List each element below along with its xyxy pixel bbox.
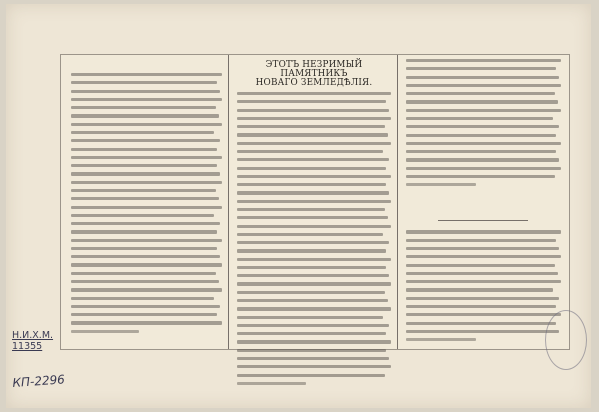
text-line — [237, 332, 386, 335]
text-line — [237, 150, 383, 153]
text-line — [71, 139, 220, 142]
column-3-separator — [438, 220, 528, 221]
text-column-2 — [229, 55, 397, 349]
text-line — [71, 330, 139, 333]
text-line — [71, 181, 222, 184]
text-line — [237, 266, 386, 269]
text-line — [406, 76, 559, 79]
text-line — [71, 156, 222, 159]
text-line — [237, 258, 391, 261]
text-line — [406, 67, 556, 70]
text-line — [237, 133, 388, 136]
text-line — [237, 158, 389, 161]
column-3-bottom-lines — [406, 230, 561, 341]
text-line — [237, 200, 391, 203]
text-line — [237, 125, 385, 128]
text-line — [71, 98, 222, 101]
text-line — [406, 142, 561, 145]
text-line — [406, 134, 556, 137]
column-2-heading: ЭТОТЪ НЕЗРИМЫЙ ПАМЯТНИКЪ НОВАГО ЗЕМЛЕДѢЛІЯ. — [255, 60, 373, 88]
text-line — [406, 230, 561, 233]
text-line — [71, 247, 217, 250]
text-line — [406, 322, 556, 325]
text-line — [71, 280, 219, 283]
text-line — [237, 191, 389, 194]
text-line — [71, 123, 222, 126]
text-line — [406, 297, 559, 300]
text-line — [71, 214, 214, 217]
text-line — [237, 374, 385, 377]
column-3-top-lines — [406, 59, 561, 186]
text-line — [237, 142, 391, 145]
text-line — [71, 197, 219, 200]
printed-sheet — [60, 54, 570, 350]
text-line — [237, 241, 389, 244]
column-2-text-lines — [237, 92, 391, 385]
text-line — [406, 150, 556, 153]
text-line — [237, 365, 391, 368]
text-line — [406, 239, 556, 242]
text-line — [406, 92, 555, 95]
text-line — [406, 272, 558, 275]
text-line — [406, 280, 561, 283]
text-line — [406, 247, 559, 250]
text-line — [71, 321, 222, 324]
text-line — [406, 255, 561, 258]
text-line — [406, 305, 556, 308]
text-line — [406, 338, 476, 341]
text-line — [237, 274, 389, 277]
text-line — [71, 222, 220, 225]
text-line — [237, 100, 386, 103]
text-line — [71, 263, 222, 266]
scanned-page — [6, 4, 591, 408]
text-line — [71, 230, 217, 233]
text-line — [406, 288, 553, 291]
text-line — [71, 90, 220, 93]
text-line — [237, 175, 391, 178]
text-line — [237, 382, 306, 385]
text-line — [237, 340, 391, 343]
text-line — [406, 125, 559, 128]
text-line — [237, 316, 383, 319]
text-line — [237, 233, 383, 236]
text-line — [237, 249, 386, 252]
text-column-1 — [61, 55, 228, 349]
text-line — [237, 208, 385, 211]
inventory-stamp: Н.И.Х.М. 11355 — [12, 330, 54, 352]
text-line — [71, 114, 219, 117]
text-line — [406, 117, 553, 120]
text-line — [71, 255, 220, 258]
text-line — [71, 164, 217, 167]
text-line — [406, 175, 555, 178]
text-line — [406, 167, 561, 170]
text-line — [71, 148, 217, 151]
text-line — [237, 349, 386, 352]
text-line — [406, 59, 561, 62]
text-line — [406, 84, 561, 87]
text-line — [237, 357, 389, 360]
text-line — [406, 313, 561, 316]
text-line — [71, 239, 222, 242]
text-line — [71, 172, 220, 175]
text-line — [71, 272, 216, 275]
text-line — [237, 109, 389, 112]
text-line — [71, 189, 216, 192]
archive-stamp-circle — [545, 310, 587, 370]
text-line — [71, 206, 222, 209]
text-line — [406, 183, 476, 186]
text-line — [237, 299, 388, 302]
text-line — [406, 158, 559, 161]
text-line — [71, 81, 217, 84]
text-line — [71, 131, 214, 134]
text-line — [71, 305, 220, 308]
text-line — [237, 291, 385, 294]
text-line — [406, 100, 558, 103]
text-line — [406, 330, 559, 333]
text-line — [237, 167, 386, 170]
text-line — [71, 106, 216, 109]
text-line — [71, 297, 214, 300]
text-line — [237, 216, 388, 219]
text-column-3 — [398, 55, 569, 349]
text-line — [237, 307, 391, 310]
text-line — [237, 282, 391, 285]
text-line — [237, 117, 391, 120]
text-line — [237, 324, 389, 327]
catalog-number: КП-2296 — [12, 372, 66, 390]
text-line — [237, 183, 386, 186]
text-line — [406, 264, 555, 267]
text-line — [406, 109, 561, 112]
text-line — [237, 225, 391, 228]
column-1-text-lines — [71, 73, 222, 333]
text-line — [237, 92, 391, 95]
text-line — [71, 288, 222, 291]
text-line — [71, 313, 217, 316]
text-line — [71, 73, 222, 76]
